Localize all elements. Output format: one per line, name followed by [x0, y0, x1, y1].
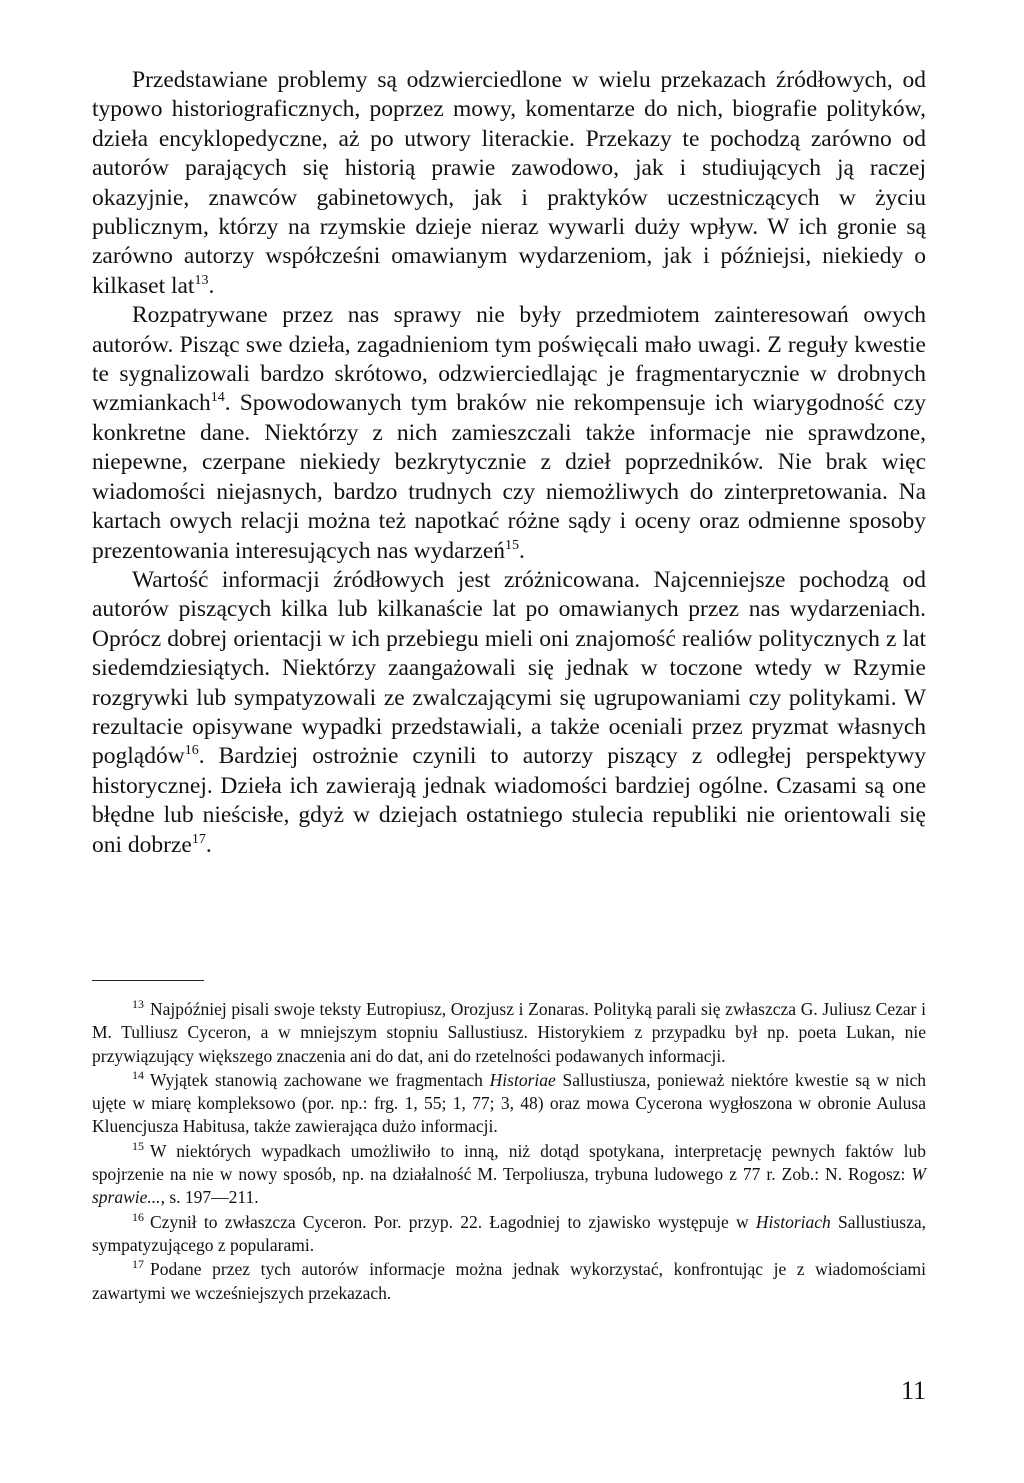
footnote-number: 16 — [132, 1209, 144, 1224]
paragraph-1: Przedstawiane problemy są odzwierciedlone w wielu przekazach źródłowych, od typowo historiograficznych, poprzez mowy, komentarze do nich, biografie polityków, dzieła encyklopedyczne, aż po utwory literackie. Przekazy te pochodzą zarówno od autorów parających się historią prawie zawodowo, jak i studiujących ją raczej okazyjnie, znawców gabinetowych, jak i praktyków uczestniczących w życiu publicznym, którzy na rzymskie dzieje nieraz wywarli duży wpływ. W ich gronie są zarówno autorzy współcześni omawianym wydarzeniom, jak i późniejsi, niekiedy o kilkaset lat$^{13}$. — [92, 67, 926, 299]
italic-title: W sprawie... — [92, 1164, 926, 1208]
footnote-14: $^{14}$ Wyjątek stanowią zachowane we fragmentach Historiae Sallustiusza, ponieważ niektóre kwestie są w nich ujęte w miarę kompleksowo (por. np.: frg. 1, 55; 1, 77; 3, 48) oraz mowa Cycerona wygłoszona w obronie Aulusa Kluencjusza Habitusa, także zawierająca dużo informacji. — [92, 1068, 927, 1137]
page-number: 11 — [900, 1376, 926, 1405]
footnote-number: 13 — [132, 997, 144, 1012]
italic-title: Historiach — [755, 1211, 831, 1232]
footnote-15: $^{15}$ W niektórych wypadkach umożliwiło to inną, niż dotąd spotykana, interpretację pewnych faktów lub spojrzenie na nie w nowy sposób, np. na działalność M. Terpoliusza, trybuna ludowego z 77 r. Zob.: N. Rogosz: W sprawie..., s. 197—211. — [92, 1138, 926, 1208]
footnote-number: 15 — [132, 1138, 144, 1153]
footnote-17: $^{17}$ Podane przez tych autorów informacje można jednak wykorzystać, konfrontując je z wiadomościami zawartymi we wcześniejszych przekazach. — [92, 1257, 926, 1303]
paragraph-2: Rozpatrywane przez nas sprawy nie były przedmiotem zainteresowań owych autorów. Pisząc swe dzieła, zagadnieniom tym poświęcali mało uwagi. Z reguły kwestie te sygnalizowali bardzo skrótowo, odzwierciedlając je fragmentarycznie w drobnych wzmiankach$^{14}$. Spowodowanych tym braków nie rekompensuje ich wiarygodność czy konkretne dane. Niektórzy z nich zamieszczali także informacje nie sprawdzone, niepewne, czerpane niekiedy bezkrytycznie z dzieł poprzedników. Nie brak więc wiadomości niejasnych, bardzo trudnych czy niemożliwych do zinterpretowania. Na kartach owych relacji można też napotkać różne sądy i oceny oraz odmienne sposoby prezentowania interesujących nas wydarzeń$^{15}$. — [92, 302, 926, 564]
italic-title: Historiae — [489, 1069, 556, 1090]
footnote-ref-14[interactable]: 14 — [210, 390, 225, 406]
footnote-16: $^{16}$ Czynił to zwłaszcza Cyceron. Por. przyp. 22. Łagodniej to zjawisko występuje w Historiach Sallustiusza, sympatyzującego z popularami. — [92, 1209, 926, 1255]
footnotes — [92, 998, 926, 1306]
main-text — [92, 66, 926, 860]
footnote-ref-13[interactable]: 13 — [194, 273, 209, 289]
footnote-13: $^{13}$ Najpóźniej pisali swoje teksty Eutropiusz, Orozjusz i Zonaras. Polityką parali się zwłaszcza G. Juliusz Cezar i M. Tulliusz Cyceron, a w mniejszym stopniu Sallustiusz. Historykiem z przypadku był np. poeta Lukan, nie przywiązujący większego znaczenia ani do dat, ani do rzetelności podawanych informacji. — [92, 997, 926, 1066]
footnote-number: 17 — [132, 1257, 144, 1272]
footnote-number: 14 — [132, 1068, 144, 1083]
footnote-ref-17[interactable]: 17 — [191, 831, 206, 847]
paragraph-3: Wartość informacji źródłowych jest zróżnicowana. Najcenniejsze pochodzą od autorów piszących kilka lub kilkanaście lat po omawianych przez nas wydarzeniach. Oprócz dobrej orientacji w ich przebiegu mieli oni znajomość realiów politycznych z lat siedemdziesiątych. Niektórzy zaangażowali się jednak w toczone wtedy w Rzymie rozgrywki lub sympatyzowali ze zwalczającymi się ugrupowaniami czy politykami. W rezultacie opisywane wypadki przedstawiali, a także oceniali przez pryzmat własnych poglądów$^{16}$. Bardziej ostrożnie czynili to autorzy piszący z odległej perspektywy historycznej. Dzieła ich zawierają jednak wiadomości bardziej ogólne. Czasami są one błędne lub nieścisłe, gdyż w dziejach ostatniego stulecia republiki nie orientowali się oni dobrze$^{17}$. — [92, 566, 926, 858]
footnote-ref-16[interactable]: 16 — [184, 743, 199, 759]
footnote-ref-15[interactable]: 15 — [505, 537, 520, 553]
footnote-separator — [92, 980, 204, 981]
